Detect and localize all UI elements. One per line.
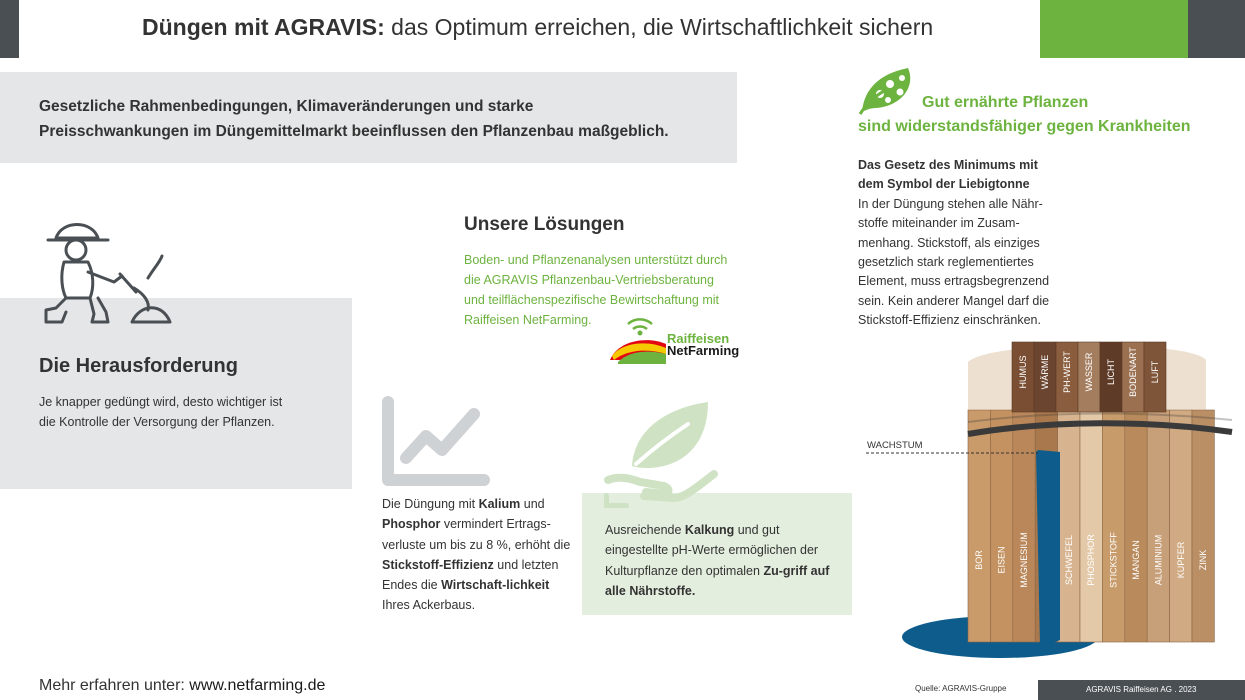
kalium-text-part: und <box>520 497 545 511</box>
solutions-line: die AGRAVIS Pflanzenbau-Vertriebsberatung <box>464 273 714 287</box>
barrel-stave-label: PHOSPHOR <box>1086 534 1097 586</box>
intro-line-2: Preisschwankungen im Düngemittelmarkt beeinflussen den Pflanzenbau maßgeblich. <box>39 123 669 140</box>
kalium-text-part: Die Düngung mit <box>382 497 479 511</box>
law-line: In der Düngung stehen alle Nähr- <box>858 196 1043 211</box>
footer-url-link[interactable]: www.netfarming.de <box>189 677 326 694</box>
law-line: Element, muss ertragsbegrenzend <box>858 274 1050 289</box>
page-title-rest: das Optimum erreichen, die Wirtschaftlichkeit sichern <box>384 14 934 40</box>
page-title <box>142 14 933 41</box>
barrel-stave-aluminium <box>1147 410 1169 642</box>
logo-text-netfarming: NetFarming <box>667 343 740 358</box>
barrel-stave-zink <box>1192 410 1214 642</box>
barrel-stave-mangan <box>1125 410 1147 642</box>
footer-copyright-bar <box>1038 680 1245 700</box>
profitability-keyword: Wirtschaft-lichkeit <box>441 578 550 593</box>
farmer-icon <box>36 216 176 328</box>
healthy-plants-line-1: Gut ernährte Pflanzen <box>922 94 1089 111</box>
leaf-in-hand-icon <box>604 400 722 508</box>
kalium-keyword: Kalium <box>478 497 521 511</box>
header-left-accent <box>0 0 19 58</box>
stickstoff-efficiency-keyword: Stickstoff-Effizienz <box>382 557 494 572</box>
barrel-stave-label: BODENART <box>1128 347 1138 397</box>
barrel-stave-label: KUPFER <box>1175 541 1186 579</box>
header-right-accent <box>1188 0 1245 58</box>
barrel-stave-label: WASSER <box>1084 352 1094 392</box>
trend-chart-icon <box>380 396 490 488</box>
nutrient-access-keyword: Zu-griff auf alle Nährstoffe. <box>605 563 830 598</box>
header-green-accent <box>1040 0 1188 58</box>
barrel-stave-label: SCHWEFEL <box>1063 534 1074 586</box>
barrel-stave-label: MANGAN <box>1131 540 1141 580</box>
barrel-stave-magnesium <box>1013 410 1035 642</box>
wachstum-label: WACHSTUM <box>867 440 923 451</box>
kalium-text-part: vermindert Ertrags-verluste um bis zu 8 %, erhöht die <box>382 517 571 552</box>
kalkung-text-part: und gut eingestellte pH-Werte ermöglichen der Kulturpflanze den optimalen <box>605 523 819 578</box>
footer-more-info <box>39 677 325 695</box>
barrel-stave-label: MAGNESIUM <box>1019 532 1029 588</box>
law-line: gesetzlich stark reglementiertes <box>858 255 1034 270</box>
barrel-stave-label: ALUMINIUM <box>1153 534 1164 586</box>
barrel-stave-kupfer <box>1170 410 1192 642</box>
solutions-line: Boden- und Pflanzenanalysen unterstützt durch <box>464 253 728 267</box>
footer-prefix: Mehr erfahren unter: <box>39 677 190 694</box>
kalium-text-part: Ihres Ackerbaus. <box>382 598 476 613</box>
law-heading-2: dem Symbol der Liebigtonne <box>858 177 1030 192</box>
kalkung-text <box>605 520 835 601</box>
law-line: Stickstoff-Effizienz einschränken. <box>858 313 1041 328</box>
barrel-stave-label: LUFT <box>1150 360 1160 384</box>
barrel-stave-eisen <box>990 410 1012 642</box>
barrel-stave-label: BOR <box>974 550 985 570</box>
liebig-barrel-illustration <box>860 330 1245 680</box>
kalium-phosphor-text <box>382 494 572 616</box>
challenge-line-1: Je knapper gedüngt wird, desto wichtiger ist <box>39 395 283 409</box>
phosphor-keyword: Phosphor <box>382 517 441 532</box>
law-line: stoffe miteinander im Zusam- <box>858 216 1020 231</box>
barrel-stave-bor <box>968 410 990 642</box>
intro-line-1: Gesetzliche Rahmenbedingungen, Klimaveränderungen und starke <box>39 98 534 115</box>
footer-copyright: AGRAVIS Raiffeisen AG . 2023 <box>1086 685 1197 694</box>
barrel-stave-label: EISEN <box>996 546 1007 574</box>
solutions-line: und teilflächenspezifische Bewirtschaftung mit <box>464 293 719 307</box>
healthy-plants-line-2: sind widerstandsfähiger gegen Krankheiten <box>858 118 1191 135</box>
healthy-plants-heading <box>858 91 1191 139</box>
barrel-stave-label: HUMUS <box>1018 355 1028 389</box>
kalium-text-part: und letzten Endes die <box>382 557 559 593</box>
barrel-stave-label: WÄRME <box>1040 354 1050 390</box>
barrel-stave-schwefel <box>1058 410 1080 642</box>
solutions-heading: Unsere Lösungen <box>464 214 625 235</box>
source-note: Quelle: AGRAVIS-Gruppe <box>915 684 1007 693</box>
barrel-stave-stickstoff <box>1102 410 1124 642</box>
barrel-stave-phosphor <box>1080 410 1102 642</box>
page-title-bold: Düngen mit AGRAVIS: <box>142 14 385 40</box>
barrel-stave-label: ZINK <box>1198 549 1209 571</box>
challenge-heading: Die Herausforderung <box>39 355 238 377</box>
law-heading-1: Das Gesetz des Minimums mit <box>858 158 1038 172</box>
law-line: sein. Kein anderer Mangel darf die <box>858 293 1050 308</box>
law-line: menhang. Stickstoff, als einziges <box>858 235 1040 250</box>
intro-text <box>39 94 729 144</box>
barrel-stave-label: STICKSTOFF <box>1108 532 1119 588</box>
solutions-line: Raiffeisen NetFarming. <box>464 313 592 327</box>
kalkung-text-part: Ausreichende <box>605 523 685 537</box>
barrel-stave-label: PH-WERT <box>1062 351 1072 393</box>
logo-text-raiffeisen: Raiffeisen <box>667 331 730 346</box>
law-of-minimum-text <box>858 156 1090 331</box>
challenge-line-2: die Kontrolle der Versorgung der Pflanzen. <box>39 415 275 429</box>
barrel-stave-label: LICHT <box>1106 358 1116 386</box>
kalkung-keyword: Kalkung <box>684 523 735 537</box>
challenge-text <box>39 392 329 432</box>
